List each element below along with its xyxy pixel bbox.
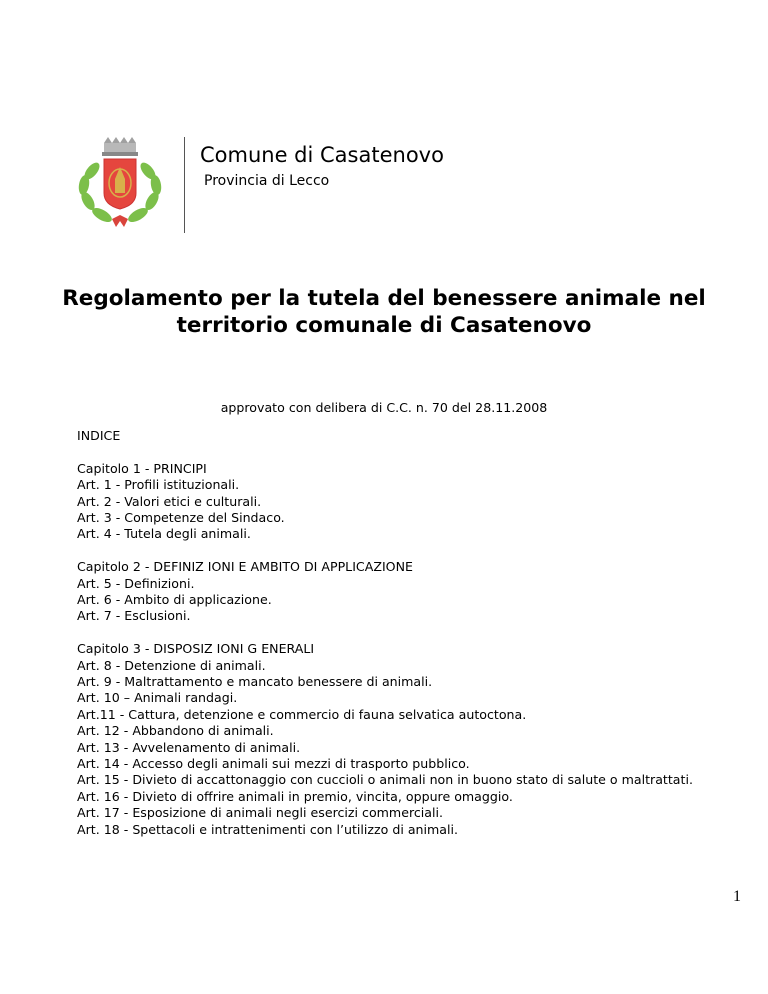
article-entry: Art. 2 - Valori etici e culturali. bbox=[77, 493, 262, 509]
article-entry: Art. 6 - Ambito di applicazione. bbox=[77, 592, 272, 608]
article-entry: Art. 8 - Detenzione di animali. bbox=[77, 657, 266, 673]
province-name: Provincia di Lecco bbox=[204, 173, 330, 189]
page-number: 1 bbox=[733, 888, 741, 905]
article-entry: Art. 14 - Accesso degli animali sui mezzi di trasporto pubblico. bbox=[77, 756, 470, 772]
municipality-name: Comune di Casatenovo bbox=[200, 143, 444, 167]
chapter-heading: Capitolo 1 - PRINCIPI bbox=[77, 460, 207, 476]
article-entry: Art. 18 - Spettacoli e intrattenimenti con l’utilizzo di animali. bbox=[77, 821, 459, 837]
article-entry: Art. 17 - Esposizione di animali negli esercizi commerciali. bbox=[77, 805, 443, 821]
article-entry: Art.11 - Cattura, detenzione e commercio di fauna selvatica autoctona. bbox=[77, 706, 527, 722]
article-entry: Art. 3 - Competenze del Sindaco. bbox=[77, 510, 285, 526]
article-entry: Art. 12 - Abbandono di animali. bbox=[77, 723, 274, 739]
document-title bbox=[0, 285, 768, 339]
approval-note: approvato con delibera di C.C. n. 70 del 28.11.2008 bbox=[220, 400, 548, 415]
article-entry: Art. 7 - Esclusioni. bbox=[77, 608, 191, 624]
chapter-heading: Capitolo 2 - DEFINIZ IONI E AMBITO DI APPLICAZIONE bbox=[77, 559, 413, 575]
article-entry: Art. 4 - Tutela degli animali. bbox=[77, 526, 251, 542]
table-of-contents bbox=[77, 428, 697, 838]
title-line: territorio comunale di Casatenovo bbox=[176, 313, 592, 338]
index-section bbox=[77, 641, 697, 838]
article-entry: Art. 10 – Animali randagi. bbox=[77, 690, 238, 706]
article-entry: Art. 15 - Divieto di accattonaggio con cuccioli o animali non in buono stato di salute o maltrattati. bbox=[77, 772, 693, 788]
coat-of-arms-logo bbox=[66, 135, 174, 235]
index-heading: INDICE bbox=[77, 428, 121, 443]
index-section bbox=[77, 461, 697, 543]
article-entry: Art. 1 - Profili istituzionali. bbox=[77, 477, 240, 493]
article-entry: Art. 5 - Definizioni. bbox=[77, 575, 195, 591]
header-divider bbox=[184, 137, 185, 233]
article-entry: Art. 9 - Maltrattamento e mancato benessere di animali. bbox=[77, 674, 433, 690]
article-entry: Art. 16 - Divieto di offrire animali in premio, vincita, oppure omaggio. bbox=[77, 788, 513, 804]
chapter-heading: Capitolo 3 - DISPOSIZ IONI G ENERALI bbox=[77, 641, 315, 657]
article-entry: Art. 13 - Avvelenamento di animali. bbox=[77, 739, 301, 755]
index-section bbox=[77, 559, 697, 625]
title-line: Regolamento per la tutela del benessere animale nel bbox=[62, 286, 706, 311]
